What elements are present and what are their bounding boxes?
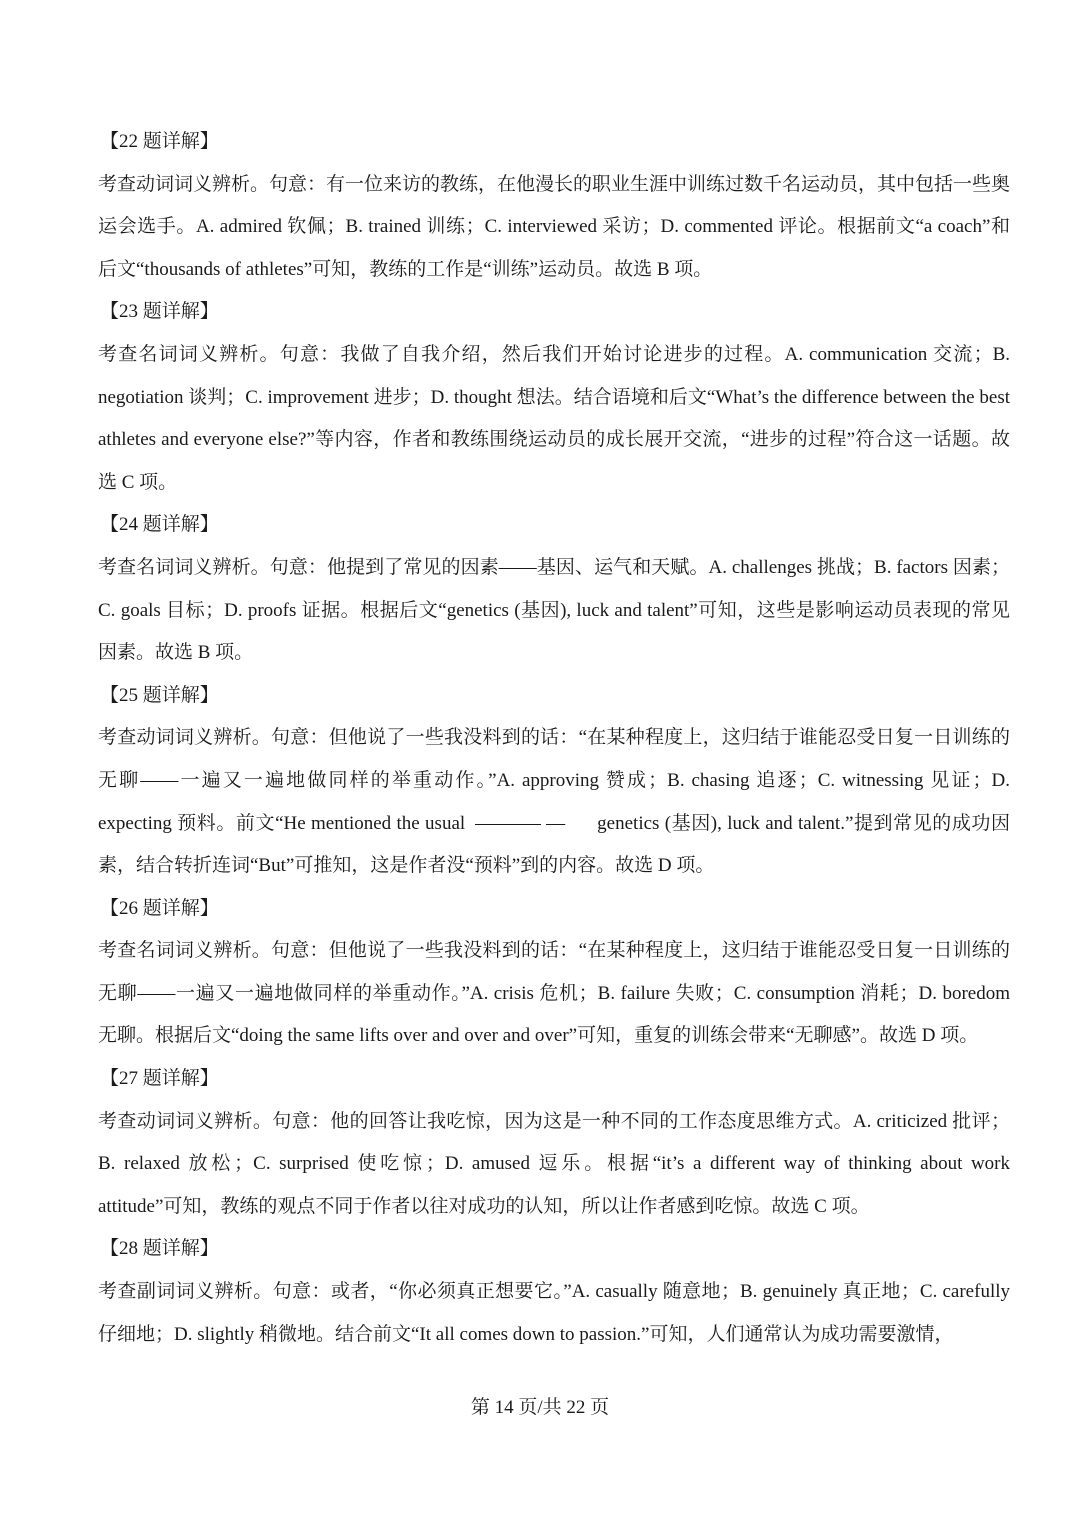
section-heading-28: 【28 题详解】 xyxy=(100,1238,219,1260)
section-text-27: 考查动词词义辨析。句意：他的回答让我吃惊，因为这是一种不同的工作态度思维方式。A. criticized 批评；B. relaxed 放松；C. surprised 使吃惊；D. amused 逗乐。根据“it’s a different way of thinking about work attitude”可知，教练的观点不同于作者以往对成功的认知，所以让作者感到吃惊。故选 C 项。 xyxy=(98,1110,1010,1217)
section-heading-23: 【23 题详解】 xyxy=(100,301,219,323)
section-text-25-part1: 考查动词词义辨析。句意：但他说了一些我没料到的话：“在某种程度上，这归结于谁能忍受日复一日训练的无聊——一遍又一遍地做同样的举重动作。”A. approving 赞成；B. chasing 追逐；C. witnessing 见证；D. expecting 预料。前文“He mentioned the usual xyxy=(98,727,1010,834)
answer-explanations xyxy=(98,121,1010,1356)
section-heading-26: 【26 题详解】 xyxy=(100,897,219,919)
fill-blank-line xyxy=(475,823,541,825)
section-text-28: 考查副词词义辨析。句意：或者，“你必须真正想要它。”A. casually 随意地；B. genuinely 真正地；C. carefully 仔细地；D. slightly 稍微地。结合前文“It all comes down to passion.”可知，人们通常认为成功需要激情， xyxy=(98,1281,1010,1345)
section-text-22: 考查动词词义辨析。句意：有一位来访的教练，在他漫长的职业生涯中训练过数千名运动员，其中包括一些奥运会选手。A. admired 钦佩；B. trained 训练；C. interviewed 采访；D. commented 评论。根据前文“a coach”和后文“thousands of athletes”可知，教练的工作是“训练”运动员。故选 B 项。 xyxy=(98,173,1011,280)
section-text-23: 考查名词词义辨析。句意：我做了自我介绍，然后我们开始讨论进步的过程。A. communication 交流；B. negotiation 谈判；C. improvement 进步；D. thought 想法。结合语境和后文“What’s the difference between the best athletes and everyone else?”等内容，作者和教练围绕运动员的成长展开交流，“进步的过程”符合这一话题。故选 C 项。 xyxy=(98,343,1010,493)
section-heading-24: 【24 题详解】 xyxy=(100,514,219,536)
section-heading-27: 【27 题详解】 xyxy=(100,1068,219,1090)
page-number-footer: 第 14 页/共 22 页 xyxy=(470,1397,610,1418)
section-text-24: 考查名词词义辨析。句意：他提到了常见的因素——基因、运气和天赋。A. challenges 挑战；B. factors 因素；C. goals 目标；D. proofs 证据。根据后文“genetics (基因), luck and talent”可知，这些是影响运动员表现的常见因素。故选 B 项。 xyxy=(98,556,1010,664)
section-heading-25: 【25 题详解】 xyxy=(100,684,219,706)
section-text-26: 考查名词词义辨析。句意：但他说了一些我没料到的话：“在某种程度上，这归结于谁能忍受日复一日训练的无聊——一遍又一遍地做同样的举重动作。”A. crisis 危机；B. failure 失败；C. consumption 消耗；D. boredom 无聊。根据后文“doing the same lifts over and over and over”可知，重复的训练会带来“无聊感”。故选 D 项。 xyxy=(98,940,1010,1047)
em-dash: — xyxy=(546,812,566,834)
section-text-25-part2: genetics (基因), luck and talent.”提到常见的成功因素，结合转折连词“But”可推知，这是作者没“预料”到的内容。故选 D 项。 xyxy=(98,812,1011,877)
section-text-25 xyxy=(98,717,1010,887)
section-heading-22: 【22 题详解】 xyxy=(100,131,219,152)
